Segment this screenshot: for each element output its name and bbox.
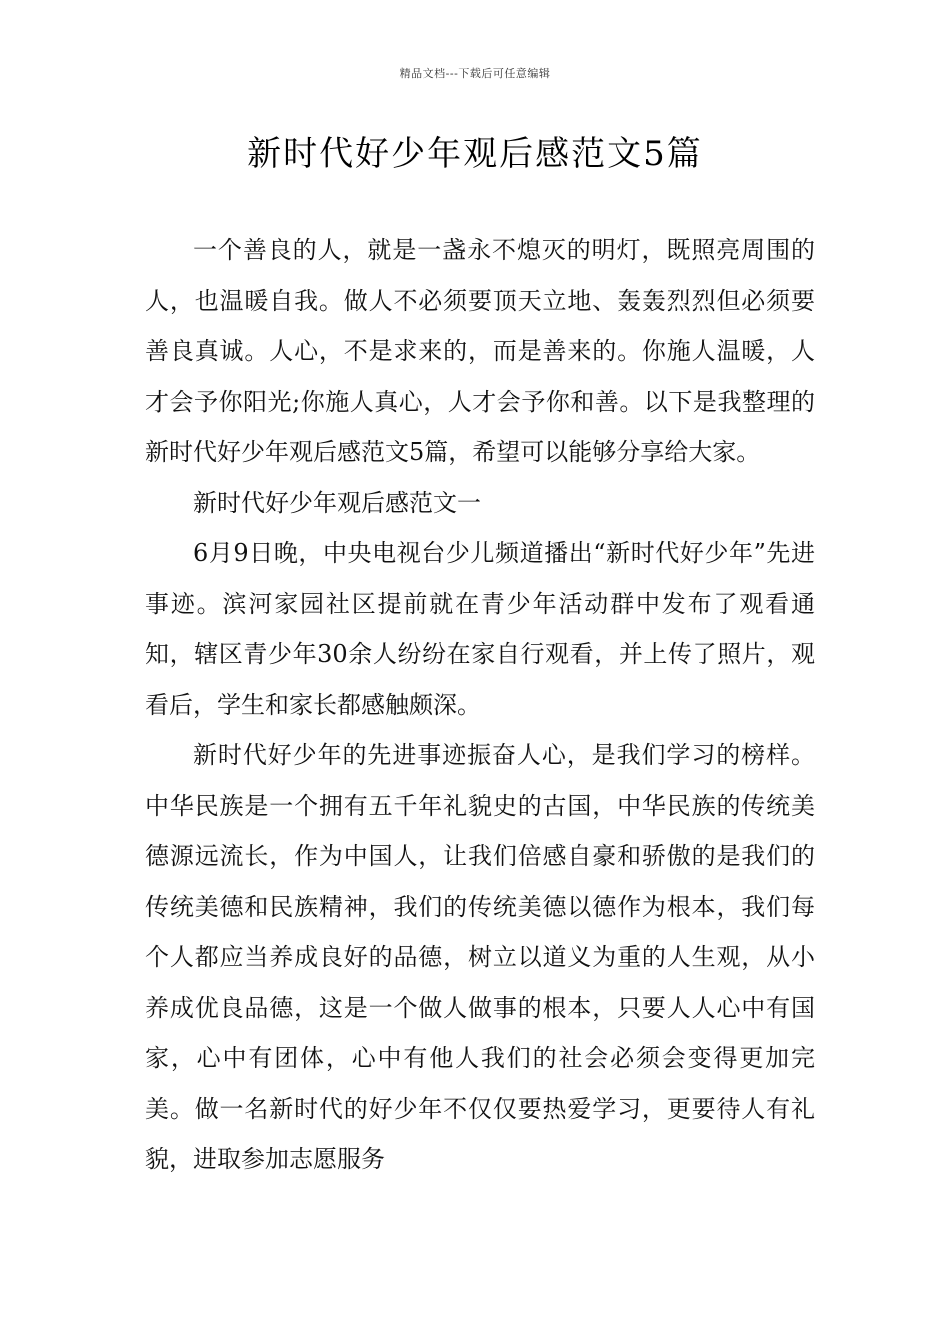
body-paragraph: 6月9日晚，中央电视台少儿频道播出“新时代好少年”先进事迹。滨河家园社区提前就在青少年活动群中发布了观看通知，辖区青少年30余人纷纷在家自行观看，并上传了照片，观看后，学生和家长都感触颇深。: [145, 539, 815, 719]
document-body: [145, 225, 815, 1185]
document-title: 新时代好少年观后感范文5篇: [247, 134, 703, 174]
intro-paragraph: 一个善良的人，就是一盏永不熄灭的明灯，既照亮周围的人，也温暖自我。做人不必须要顶天立地、轰轰烈烈但必须要善良真诚。人心，不是求来的，而是善来的。你施人温暖，人才会予你阳光;你施人真心，人才会予你和善。以下是我整理的新时代好少年观后感范文5篇，希望可以能够分享给大家。: [145, 236, 815, 466]
header-note: 精品文档---下载后可任意编辑: [399, 67, 551, 80]
section-heading: 新时代好少年观后感范文一: [193, 488, 481, 517]
body-paragraph: 新时代好少年的先进事迹振奋人心，是我们学习的榜样。中华民族是一个拥有五千年礼貌史的古国，中华民族的传统美德源远流长，作为中国人，让我们倍感自豪和骄傲的是我们的传统美德和民族精神，我们的传统美德以德作为根本，我们每个人都应当养成良好的品德，树立以道义为重的人生观，从小养成优良品德，这是一个做人做事的根本，只要人人心中有国家，心中有团体，心中有他人我们的社会必须会变得更加完美。做一名新时代的好少年不仅仅要热爱学习，更要待人有礼貌，进取参加志愿服务: [145, 741, 815, 1173]
